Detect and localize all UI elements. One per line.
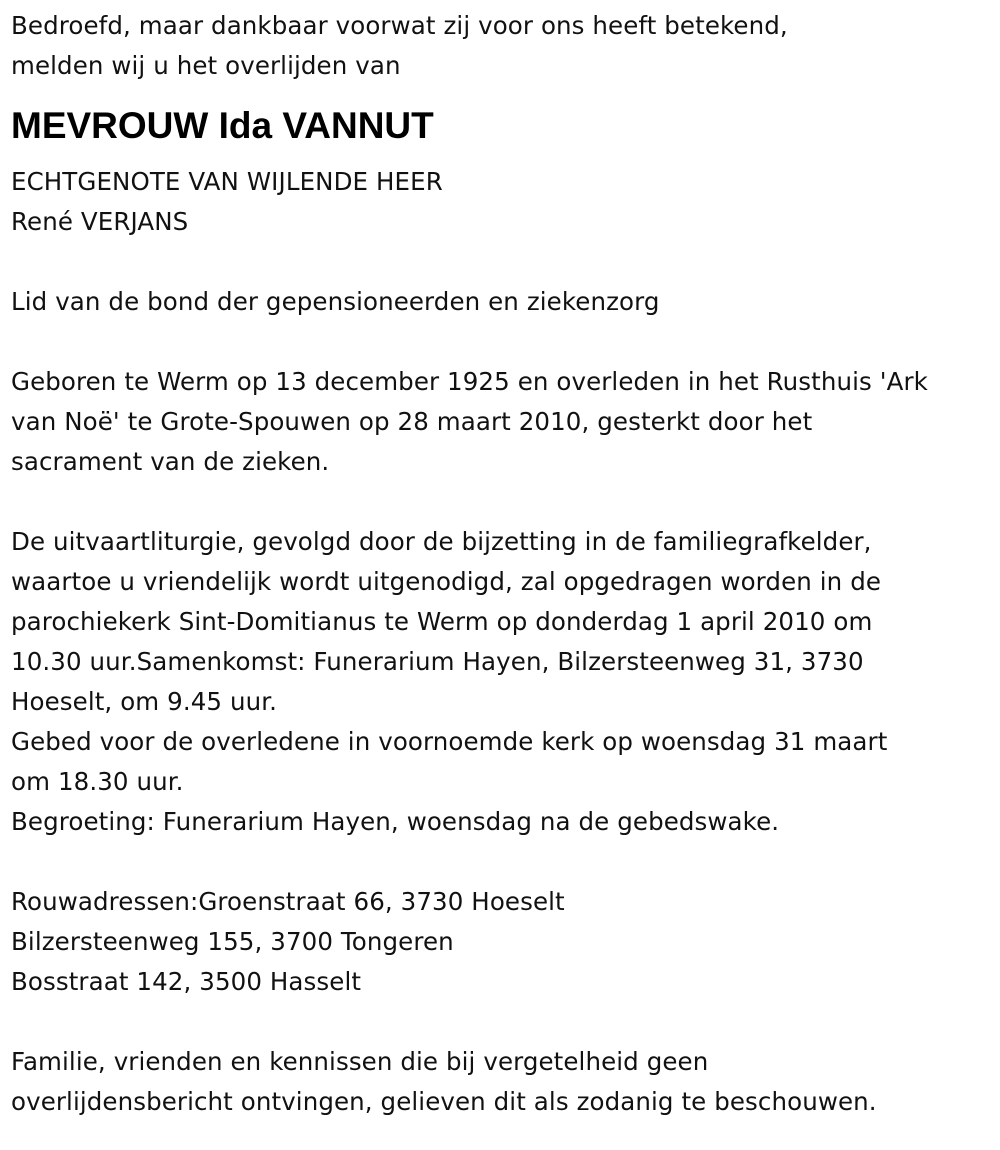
ceremony-paragraph bbox=[11, 522, 996, 842]
paragraph-line: overlijdensbericht ontvingen, gelieven dit als zodanig te beschouwen. bbox=[11, 1087, 877, 1116]
spacer bbox=[11, 242, 996, 282]
spacer bbox=[11, 1002, 996, 1042]
intro-text bbox=[11, 6, 996, 86]
spouse-info bbox=[11, 162, 996, 242]
paragraph-line: parochiekerk Sint-Domitianus te Werm op donderdag 1 april 2010 om bbox=[11, 607, 873, 636]
spacer bbox=[11, 482, 996, 522]
paragraph-line: Hoeselt, om 9.45 uur. bbox=[11, 687, 278, 716]
paragraph-line: 10.30 uur.Samenkomst: Funerarium Hayen, Bilzersteenweg 31, 3730 bbox=[11, 647, 864, 676]
address-line: Bosstraat 142, 3500 Hasselt bbox=[11, 967, 362, 996]
obituary-notice bbox=[11, 6, 996, 1122]
paragraph-line: Familie, vrienden en kennissen die bij vergetelheid geen bbox=[11, 1047, 709, 1076]
paragraph-line: waartoe u vriendelijk wordt uitgenodigd, zal opgedragen worden in de bbox=[11, 567, 882, 596]
membership-text: Lid van de bond der gepensioneerden en ziekenzorg bbox=[11, 287, 660, 316]
paragraph-line: van Noë' te Grote-Spouwen op 28 maart 2010, gesterkt door het bbox=[11, 407, 813, 436]
paragraph-line: Gebed voor de overledene in voornoemde kerk op woensdag 31 maart bbox=[11, 727, 888, 756]
paragraph-line: Begroeting: Funerarium Hayen, woensdag na de gebedswake. bbox=[11, 807, 780, 836]
intro-line: Bedroefd, maar dankbaar voorwat zij voor ons heeft betekend, bbox=[11, 11, 788, 40]
address-line: Bilzersteenweg 155, 3700 Tongeren bbox=[11, 927, 454, 956]
closing-paragraph bbox=[11, 1042, 996, 1122]
spacer bbox=[11, 322, 996, 362]
paragraph-line: sacrament van de zieken. bbox=[11, 447, 330, 476]
spouse-line: René VERJANS bbox=[11, 207, 189, 236]
paragraph-line: Geboren te Werm op 13 december 1925 en overleden in het Rusthuis 'Ark bbox=[11, 367, 928, 396]
intro-line: melden wij u het overlijden van bbox=[11, 51, 401, 80]
paragraph-line: om 18.30 uur. bbox=[11, 767, 184, 796]
birth-death-paragraph bbox=[11, 362, 996, 482]
deceased-name: MEVROUW Ida VANNUT bbox=[11, 105, 434, 146]
spouse-line: ECHTGENOTE VAN WIJLENDE HEER bbox=[11, 167, 443, 196]
mourning-addresses bbox=[11, 882, 996, 1002]
paragraph-line: De uitvaartliturgie, gevolgd door de bijzetting in de familiegrafkelder, bbox=[11, 527, 872, 556]
address-line: Rouwadressen:Groenstraat 66, 3730 Hoeselt bbox=[11, 887, 565, 916]
spacer bbox=[11, 842, 996, 882]
